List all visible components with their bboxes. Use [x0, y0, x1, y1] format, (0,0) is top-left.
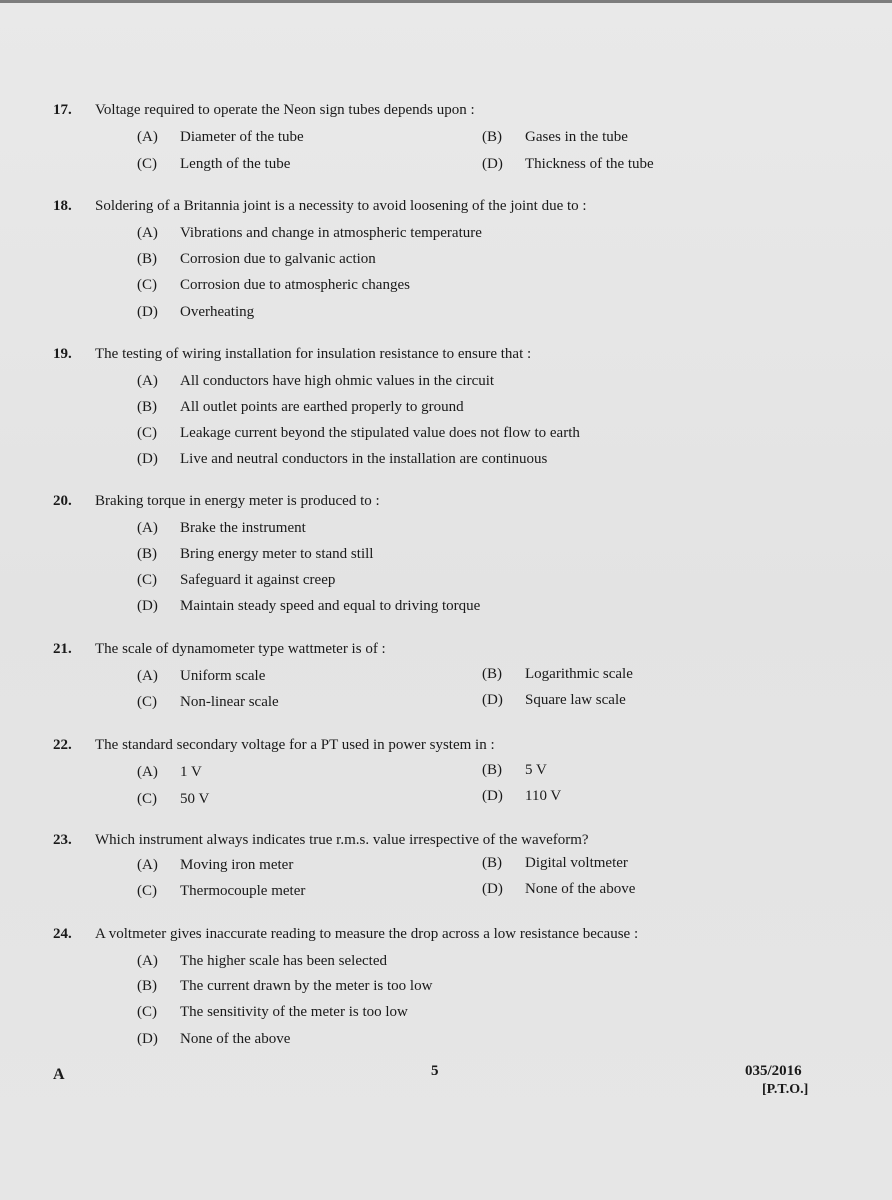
option-label: (B)	[482, 855, 502, 871]
option-text: Digital voltmeter	[525, 855, 628, 871]
option-text: Thermocouple meter	[180, 883, 306, 899]
option-text: Leakage current beyond the stipulated value does not flow to earth	[180, 425, 580, 441]
option-text: Length of the tube	[180, 156, 291, 172]
option-text: The higher scale has been selected	[180, 953, 387, 969]
question-text: Soldering of a Britannia joint is a necessity to avoid loosening of the joint due to :	[95, 198, 587, 214]
option-label: (C)	[137, 1004, 157, 1020]
option-label: (B)	[137, 546, 157, 562]
option-label: (B)	[482, 129, 502, 145]
option-label: (D)	[482, 156, 503, 172]
question-text: The testing of wiring installation for insulation resistance to ensure that :	[95, 346, 532, 362]
question-text: Which instrument always indicates true r.m.s. value irrespective of the waveform?	[95, 832, 589, 848]
option-text: Vibrations and change in atmospheric temperature	[180, 225, 482, 241]
option-text: Brake the instrument	[180, 520, 306, 536]
option-label: (A)	[137, 129, 158, 145]
option-text: Maintain steady speed and equal to driving torque	[180, 598, 481, 614]
option-text: 110 V	[525, 788, 562, 804]
option-label: (A)	[137, 953, 158, 969]
option-text: Non-linear scale	[180, 694, 279, 710]
option-label: (A)	[137, 225, 158, 241]
option-text: Thickness of the tube	[525, 156, 654, 172]
option-label: (D)	[137, 598, 158, 614]
option-label: (B)	[137, 978, 157, 994]
question-text: Voltage required to operate the Neon sign tubes depends upon :	[95, 102, 475, 118]
question-text: Braking torque in energy meter is produced to :	[95, 493, 380, 509]
option-label: (C)	[137, 791, 157, 807]
option-label: (C)	[137, 156, 157, 172]
option-text: Corrosion due to galvanic action	[180, 251, 376, 267]
option-label: (D)	[482, 881, 503, 897]
option-text: Bring energy meter to stand still	[180, 546, 374, 562]
option-label: (A)	[137, 520, 158, 536]
option-label: (C)	[137, 694, 157, 710]
option-text: The sensitivity of the meter is too low	[180, 1004, 408, 1020]
option-text: Uniform scale	[180, 668, 266, 684]
question-number: 20.	[53, 493, 72, 509]
option-text: Overheating	[180, 304, 255, 320]
option-text: Gases in the tube	[525, 129, 628, 145]
option-label: (B)	[482, 762, 502, 778]
option-text: Logarithmic scale	[525, 666, 633, 682]
question-text: A voltmeter gives inaccurate reading to measure the drop across a low resistance because :	[95, 926, 639, 942]
option-text: 5 V	[525, 762, 547, 778]
option-label: (A)	[137, 857, 158, 873]
option-text: All outlet points are earthed properly to ground	[180, 399, 464, 415]
question-text: The standard secondary voltage for a PT used in power system in :	[95, 737, 495, 753]
option-label: (A)	[137, 764, 158, 780]
option-text: Corrosion due to atmospheric changes	[180, 277, 410, 293]
option-text: Diameter of the tube	[180, 129, 304, 145]
question-number: 17.	[53, 102, 72, 118]
question-number: 21.	[53, 641, 72, 657]
option-text: Moving iron meter	[180, 857, 294, 873]
option-text: 50 V	[180, 791, 210, 807]
option-text: The current drawn by the meter is too low	[180, 978, 433, 994]
option-label: (C)	[137, 883, 157, 899]
option-label: (C)	[137, 572, 157, 588]
option-text: 1 V	[180, 764, 202, 780]
question-text: The scale of dynamometer type wattmeter is of :	[95, 641, 386, 657]
question-number: 22.	[53, 737, 72, 753]
option-label: (A)	[137, 668, 158, 684]
option-label: (B)	[137, 399, 157, 415]
pto-label: [P.T.O.]	[762, 1082, 809, 1097]
question-number: 19.	[53, 346, 72, 362]
question-number: 24.	[53, 926, 72, 942]
option-text: None of the above	[180, 1031, 291, 1047]
option-label: (D)	[137, 304, 158, 320]
exam-code: 035/2016	[745, 1063, 802, 1079]
option-text: Live and neutral conductors in the installation are continuous	[180, 451, 548, 467]
option-label: (B)	[482, 666, 502, 682]
question-number: 23.	[53, 832, 72, 848]
option-label: (A)	[137, 373, 158, 389]
option-label: (C)	[137, 425, 157, 441]
question-number: 18.	[53, 198, 72, 214]
option-text: All conductors have high ohmic values in the circuit	[180, 373, 495, 389]
page-number: 5	[431, 1063, 439, 1079]
option-text: None of the above	[525, 881, 636, 897]
option-label: (B)	[137, 251, 157, 267]
series-code: A	[53, 1066, 65, 1083]
option-label: (D)	[137, 451, 158, 467]
option-label: (D)	[482, 788, 503, 804]
top-border	[0, 0, 892, 3]
option-text: Safeguard it against creep	[180, 572, 336, 588]
option-label: (D)	[137, 1031, 158, 1047]
option-text: Square law scale	[525, 692, 626, 708]
option-label: (C)	[137, 277, 157, 293]
option-label: (D)	[482, 692, 503, 708]
